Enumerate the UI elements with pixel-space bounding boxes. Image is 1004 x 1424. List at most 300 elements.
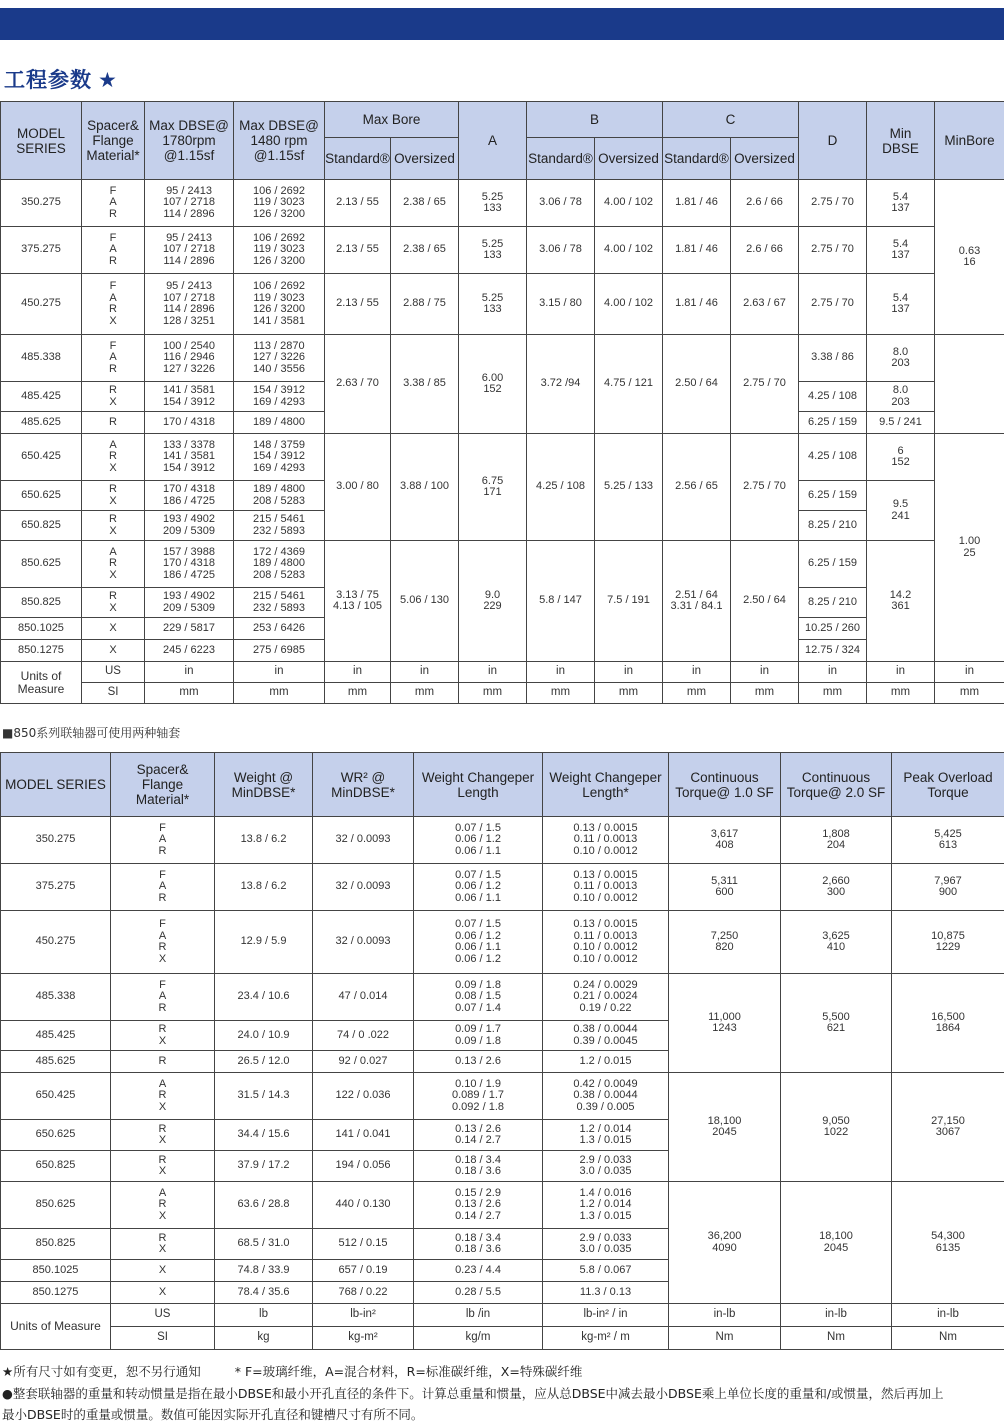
units-cell: Nm [781,1327,892,1350]
max-1480-cell: 189 / 4800 [234,412,325,434]
max-1780-cell: 100 / 2540 116 / 2946 127 / 3226 [145,335,234,382]
max-1480-cell: 106 / 2692 119 / 3023 126 / 3200 141 / 3581 [234,274,325,335]
wr2-cell: 32 / 0.0093 [313,817,414,864]
model-cell: 650.425 [1,434,82,481]
wcl2-cell: 0.13 / 0.0015 0.11 / 0.0013 0.10 / 0.0012 [543,864,669,911]
header-c-oversized: Oversized [731,138,799,180]
ct1-cell: 36,200 4090 [669,1182,781,1304]
material-cell: R [111,1051,215,1073]
units-cell: in [663,662,731,683]
b-oversized-cell: 5.25 / 133 [595,434,663,541]
material-cell: R X [82,511,145,541]
header-continuous-torque-2: Continuous Torque@ 2.0 SF [781,753,892,817]
units-row-si [1,1327,1004,1350]
units-us-label: US [111,1304,215,1327]
weight-cell: 23.4 / 10.6 [215,974,313,1021]
ct2-cell: 18,100 2045 [781,1182,892,1304]
table-row [1,541,1004,588]
min-dbse-cell: 5.4 137 [867,180,935,227]
ct2-cell: 5,500 621 [781,974,892,1073]
a-cell: 5.25 133 [459,274,527,335]
header-weight-change-length-2: Weight Changeper Length* [543,753,669,817]
min-bore-cell: 1.00 25 [935,434,1004,662]
wcl2-cell: 1.4 / 0.016 1.2 / 0.014 1.3 / 0.015 [543,1182,669,1229]
table-row [1,974,1004,1021]
c-standard-cell: 1.81 / 46 [663,227,731,274]
max-1780-cell: 193 / 4902 209 / 5309 [145,511,234,541]
material-cell: X [111,1282,215,1304]
units-cell: mm [234,683,325,704]
min-dbse-cell: 5.4 137 [867,274,935,335]
b-oversized-cell: 4.00 / 102 [595,180,663,227]
wr2-cell: 194 / 0.056 [313,1151,414,1182]
units-cell: in [595,662,663,683]
header-weight: Weight @ MinDBSE* [215,753,313,817]
d-cell: 6.25 / 159 [799,412,867,434]
peak-cell: 10,875 1229 [892,911,1004,974]
wcl2-cell: 1.2 / 0.015 [543,1051,669,1073]
wr2-cell: 74 / 0 .022 [313,1021,414,1051]
d-cell: 8.25 / 210 [799,511,867,541]
maxbore-standard-cell: 2.13 / 55 [325,180,391,227]
ct1-cell: 11,000 1243 [669,974,781,1073]
wcl-cell: 0.23 / 4.4 [414,1260,543,1282]
header-max-dbse-1780: Max DBSE@ 1780rpm @1.15sf [145,102,234,180]
maxbore-oversized-cell: 2.38 / 65 [391,227,459,274]
header-c-standard: Standard® [663,138,731,180]
material-cell: R X [82,382,145,412]
material-cell: X [82,640,145,662]
max-1780-cell: 95 / 2413 107 / 2718 114 / 2896 [145,180,234,227]
material-cell: F A R [82,180,145,227]
material-cell: F A R X [111,911,215,974]
wr2-cell: 657 / 0.19 [313,1260,414,1282]
min-dbse-cell: 14.2 361 [867,541,935,662]
footnote-change-notice: ★所有尺寸如有变更，恕不另行通知 [2,1364,201,1379]
model-cell: 485.425 [1,382,82,412]
model-cell: 485.625 [1,1051,111,1073]
maxbore-standard-cell: 3.13 / 75 4.13 / 105 [325,541,391,662]
a-cell: 6.75 171 [459,434,527,541]
weight-cell: 12.9 / 5.9 [215,911,313,974]
peak-cell: 16,500 1864 [892,974,1004,1073]
maxbore-oversized-cell: 3.38 / 85 [391,335,459,434]
wcl-cell: 0.28 / 5.5 [414,1282,543,1304]
header-wr2: WR² @ MinDBSE* [313,753,414,817]
material-cell: R X [111,1151,215,1182]
maxbore-standard-cell: 2.63 / 70 [325,335,391,434]
model-cell: 650.425 [1,1073,111,1120]
wcl2-cell: 0.42 / 0.0049 0.38 / 0.0044 0.39 / 0.005 [543,1073,669,1120]
c-standard-cell: 1.81 / 46 [663,180,731,227]
header-weight-change-length: Weight Changeper Length [414,753,543,817]
units-cell: in-lb [781,1304,892,1327]
maxbore-oversized-cell: 3.88 / 100 [391,434,459,541]
units-cell: mm [663,683,731,704]
engineering-params-table-1 [0,101,1004,704]
maxbore-standard-cell: 3.00 / 80 [325,434,391,541]
d-cell: 2.75 / 70 [799,274,867,335]
weight-cell: 26.5 / 12.0 [215,1051,313,1073]
units-cell: mm [459,683,527,704]
wcl2-cell: 0.13 / 0.0015 0.11 / 0.0013 0.10 / 0.0012 [543,817,669,864]
units-si-label: SI [82,683,145,704]
wr2-cell: 32 / 0.0093 [313,911,414,974]
max-1780-cell: 133 / 3378 141 / 3581 154 / 3912 [145,434,234,481]
max-1480-cell: 106 / 2692 119 / 3023 126 / 3200 [234,180,325,227]
model-cell: 850.625 [1,541,82,588]
c-oversized-cell: 2.63 / 67 [731,274,799,335]
maxbore-oversized-cell: 2.38 / 65 [391,180,459,227]
wr2-cell: 92 / 0.027 [313,1051,414,1073]
max-1780-cell: 157 / 3988 170 / 4318 186 / 4725 [145,541,234,588]
a-cell: 5.25 133 [459,227,527,274]
model-cell: 850.1275 [1,640,82,662]
weight-cell: 74.8 / 33.9 [215,1260,313,1282]
peak-cell: 54,300 6135 [892,1182,1004,1304]
wcl-cell: 0.07 / 1.5 0.06 / 1.2 0.06 / 1.1 0.06 / 1.2 [414,911,543,974]
model-cell: 350.275 [1,817,111,864]
maxbore-standard-cell: 2.13 / 55 [325,274,391,335]
material-cell: F A R X [82,274,145,335]
weight-cell: 78.4 / 35.6 [215,1282,313,1304]
footnote-line-3: 最小DBSE时的重量或惯量。数值可能因实际开孔直径和键槽尺寸有所不同。 [2,1407,424,1422]
model-cell: 850.1025 [1,618,82,640]
table-row [1,434,1004,481]
ct1-cell: 3,617 408 [669,817,781,864]
wcl2-cell: 0.13 / 0.0015 0.11 / 0.0013 0.10 / 0.0012 0.10 / 0.0012 [543,911,669,974]
units-cell: in [459,662,527,683]
header-b-oversized: Oversized [595,138,663,180]
header-max-bore-standard: Standard® [325,138,391,180]
model-cell: 450.275 [1,274,82,335]
wcl-cell: 0.07 / 1.5 0.06 / 1.2 0.06 / 1.1 [414,817,543,864]
max-1780-cell: 170 / 4318 186 / 4725 [145,481,234,511]
min-bore-empty-cell [935,335,1004,434]
c-standard-cell: 2.51 / 64 3.31 / 84.1 [663,541,731,662]
max-1780-cell: 245 / 6223 [145,640,234,662]
table-row [1,1073,1004,1120]
weight-cell: 13.8 / 6.2 [215,817,313,864]
wr2-cell: 440 / 0.130 [313,1182,414,1229]
weight-cell: 13.8 / 6.2 [215,864,313,911]
d-cell: 12.75 / 324 [799,640,867,662]
wr2-cell: 512 / 0.15 [313,1229,414,1260]
units-cell: in-lb [669,1304,781,1327]
c-standard-cell: 2.56 / 65 [663,434,731,541]
page-title-text: 工程参数 [4,68,92,92]
ct2-cell: 2,660 300 [781,864,892,911]
units-si-label: SI [111,1327,215,1350]
units-cell: mm [867,683,935,704]
max-1780-cell: 170 / 4318 [145,412,234,434]
wr2-cell: 141 / 0.041 [313,1120,414,1151]
model-cell: 850.1275 [1,1282,111,1304]
wcl2-cell: 0.24 / 0.0029 0.21 / 0.0024 0.19 / 0.22 [543,974,669,1021]
wcl-cell: 0.09 / 1.7 0.09 / 1.8 [414,1021,543,1051]
b-standard-cell: 3.06 / 78 [527,180,595,227]
units-cell: lb-in² [313,1304,414,1327]
b-oversized-cell: 4.00 / 102 [595,274,663,335]
material-cell: X [111,1260,215,1282]
model-cell: 850.825 [1,588,82,618]
weight-cell: 31.5 / 14.3 [215,1073,313,1120]
header-spacer-flange: Spacer& Flange Material* [82,102,145,180]
material-cell: F A R [111,817,215,864]
max-1780-cell: 95 / 2413 107 / 2718 114 / 2896 128 / 3251 [145,274,234,335]
weight-cell: 34.4 / 15.6 [215,1120,313,1151]
material-cell: F A R [111,974,215,1021]
model-cell: 650.825 [1,511,82,541]
footnote-line-2: ●整套联轴器的重量和转动惯量是指在最小DBSE和最小开孔直径的条件下。计算总重量和惯量，应从总DBSE中减去最小DBSE乘上单位长度的重量和/或惯量，然后再加上 [2,1386,944,1401]
material-cell: A R X [82,541,145,588]
d-cell: 4.25 / 108 [799,434,867,481]
header-c: C [663,102,799,138]
min-dbse-cell: 8.0 203 [867,335,935,382]
material-cell: R X [82,588,145,618]
max-1480-cell: 189 / 4800 208 / 5283 [234,481,325,511]
ct2-cell: 3,625 410 [781,911,892,974]
header-min-bore: MinBore [935,102,1004,180]
d-cell: 10.25 / 260 [799,618,867,640]
header-continuous-torque-1: Continuous Torque@ 1.0 SF [669,753,781,817]
units-label: Units of Measure [1,662,82,704]
model-cell: 375.275 [1,227,82,274]
c-oversized-cell: 2.75 / 70 [731,335,799,434]
ct1-cell: 7,250 820 [669,911,781,974]
table-row [1,911,1004,974]
maxbore-oversized-cell: 2.88 / 75 [391,274,459,335]
header-b: B [527,102,663,138]
header-min-dbse: Min DBSE [867,102,935,180]
d-cell: 8.25 / 210 [799,588,867,618]
model-cell: 650.625 [1,481,82,511]
max-1480-cell: 253 / 6426 [234,618,325,640]
max-1780-cell: 141 / 3581 154 / 3912 [145,382,234,412]
table-row [1,1182,1004,1229]
a-cell: 6.00 152 [459,335,527,434]
units-cell: mm [595,683,663,704]
b-standard-cell: 3.15 / 80 [527,274,595,335]
min-dbse-cell: 8.0 203 [867,382,935,412]
wcl-cell: 0.09 / 1.8 0.08 / 1.5 0.07 / 1.4 [414,974,543,1021]
wcl-cell: 0.15 / 2.9 0.13 / 2.6 0.14 / 2.7 [414,1182,543,1229]
c-standard-cell: 1.81 / 46 [663,274,731,335]
ct1-cell: 5,311 600 [669,864,781,911]
units-cell: in [867,662,935,683]
max-1780-cell: 229 / 5817 [145,618,234,640]
ct1-cell: 18,100 2045 [669,1073,781,1182]
d-cell: 6.25 / 159 [799,481,867,511]
b-standard-cell: 3.06 / 78 [527,227,595,274]
units-cell: in [325,662,391,683]
wcl-cell: 0.10 / 1.9 0.089 / 1.7 0.092 / 1.8 [414,1073,543,1120]
units-cell: in-lb [892,1304,1004,1327]
material-cell: A R X [111,1182,215,1229]
units-row-si [1,683,1004,704]
d-cell: 6.25 / 159 [799,541,867,588]
c-oversized-cell: 2.6 / 66 [731,227,799,274]
material-cell: F A R [82,335,145,382]
min-dbse-cell: 6 152 [867,434,935,481]
top-banner [0,8,1004,40]
b-standard-cell: 4.25 / 108 [527,434,595,541]
engineering-params-table-2 [0,752,1004,1350]
material-cell: F A R [111,864,215,911]
wcl2-cell: 1.2 / 0.014 1.3 / 0.015 [543,1120,669,1151]
max-1780-cell: 95 / 2413 107 / 2718 114 / 2896 [145,227,234,274]
a-cell: 9.0 229 [459,541,527,662]
material-cell: F A R [82,227,145,274]
max-1480-cell: 106 / 2692 119 / 3023 126 / 3200 [234,227,325,274]
c-oversized-cell: 2.50 / 64 [731,541,799,662]
weight-cell: 24.0 / 10.9 [215,1021,313,1051]
material-cell: R X [111,1021,215,1051]
c-oversized-cell: 2.75 / 70 [731,434,799,541]
model-cell: 375.275 [1,864,111,911]
max-1780-cell: 193 / 4902 209 / 5309 [145,588,234,618]
units-cell: mm [731,683,799,704]
wcl2-cell: 2.9 / 0.033 3.0 / 0.035 [543,1151,669,1182]
table-row [1,227,1004,274]
peak-cell: 5,425 613 [892,817,1004,864]
wcl2-cell: 0.38 / 0.0044 0.39 / 0.0045 [543,1021,669,1051]
units-cell: kg [215,1327,313,1350]
material-cell: A R X [111,1073,215,1120]
footnote-line-1 [2,1362,582,1380]
units-cell: mm [935,683,1004,704]
table-row [1,335,1004,382]
units-cell: kg-m² / m [543,1327,669,1350]
header-a: A [459,102,527,180]
model-cell: 650.825 [1,1151,111,1182]
header-max-bore-oversized: Oversized [391,138,459,180]
units-cell: in [391,662,459,683]
ct2-cell: 9,050 1022 [781,1073,892,1182]
header-max-dbse-1480: Max DBSE@ 1480 rpm @1.15sf [234,102,325,180]
model-cell: 450.275 [1,911,111,974]
table-row [1,817,1004,864]
model-cell: 485.338 [1,974,111,1021]
b-oversized-cell: 7.5 / 191 [595,541,663,662]
min-dbse-cell: 9.5 241 [867,481,935,541]
units-cell: lb /in [414,1304,543,1327]
min-bore-cell: 0.63 16 [935,180,1004,335]
min-dbse-cell: 9.5 / 241 [867,412,935,434]
material-cell: R [82,412,145,434]
header-max-bore: Max Bore [325,102,459,138]
header-model-series: MODEL SERIES [1,753,111,817]
max-1480-cell: 154 / 3912 169 / 4293 [234,382,325,412]
units-cell: mm [325,683,391,704]
header-spacer-flange: Spacer& Flange Material* [111,753,215,817]
units-cell: in [145,662,234,683]
wr2-cell: 47 / 0.014 [313,974,414,1021]
star-icon: ★ [98,68,118,92]
wcl-cell: 0.07 / 1.5 0.06 / 1.2 0.06 / 1.1 [414,864,543,911]
d-cell: 2.75 / 70 [799,227,867,274]
max-1480-cell: 172 / 4369 189 / 4800 208 / 5283 [234,541,325,588]
wcl-cell: 0.13 / 2.6 0.14 / 2.7 [414,1120,543,1151]
units-us-label: US [82,662,145,683]
model-cell: 850.825 [1,1229,111,1260]
wcl-cell: 0.18 / 3.4 0.18 / 3.6 [414,1151,543,1182]
units-cell: mm [145,683,234,704]
material-cell: R X [111,1120,215,1151]
maxbore-standard-cell: 2.13 / 55 [325,227,391,274]
bushing-note: ■850系列联轴器可使用两种轴套 [2,726,181,740]
weight-cell: 68.5 / 31.0 [215,1229,313,1260]
min-dbse-cell: 5.4 137 [867,227,935,274]
d-cell: 2.75 / 70 [799,180,867,227]
material-cell: R X [111,1229,215,1260]
wcl-cell: 0.13 / 2.6 [414,1051,543,1073]
peak-cell: 27,150 3067 [892,1073,1004,1182]
b-standard-cell: 3.72 /94 [527,335,595,434]
header-peak-overload: Peak Overload Torque [892,753,1004,817]
material-cell: R X [82,481,145,511]
ct2-cell: 1,808 204 [781,817,892,864]
units-cell: Nm [669,1327,781,1350]
max-1480-cell: 275 / 6985 [234,640,325,662]
max-1480-cell: 215 / 5461 232 / 5893 [234,588,325,618]
header-d: D [799,102,867,180]
header-b-standard: Standard® [527,138,595,180]
c-standard-cell: 2.50 / 64 [663,335,731,434]
maxbore-oversized-cell: 5.06 / 130 [391,541,459,662]
wcl-cell: 0.18 / 3.4 0.18 / 3.6 [414,1229,543,1260]
table-row [1,864,1004,911]
units-cell: mm [799,683,867,704]
units-cell: mm [527,683,595,704]
b-oversized-cell: 4.00 / 102 [595,227,663,274]
wr2-cell: 768 / 0.22 [313,1282,414,1304]
max-1480-cell: 113 / 2870 127 / 3226 140 / 3556 [234,335,325,382]
peak-cell: 7,967 900 [892,864,1004,911]
d-cell: 3.38 / 86 [799,335,867,382]
model-cell: 850.625 [1,1182,111,1229]
weight-cell: 37.9 / 17.2 [215,1151,313,1182]
material-cell: A R X [82,434,145,481]
weight-cell: 63.6 / 28.8 [215,1182,313,1229]
units-label: Units of Measure [1,1304,111,1350]
wr2-cell: 122 / 0.036 [313,1073,414,1120]
max-1480-cell: 215 / 5461 232 / 5893 [234,511,325,541]
units-row-us [1,1304,1004,1327]
units-row-us [1,662,1004,683]
wcl2-cell: 11.3 / 0.13 [543,1282,669,1304]
page-title [4,64,118,94]
units-cell: Nm [892,1327,1004,1350]
units-cell: in [799,662,867,683]
table-row [1,180,1004,227]
c-oversized-cell: 2.6 / 66 [731,180,799,227]
units-cell: kg/m [414,1327,543,1350]
units-cell: in [527,662,595,683]
model-cell: 485.425 [1,1021,111,1051]
model-cell: 650.625 [1,1120,111,1151]
table-row [1,274,1004,335]
material-cell: X [82,618,145,640]
units-cell: in [935,662,1004,683]
max-1480-cell: 148 / 3759 154 / 3912 169 / 4293 [234,434,325,481]
units-cell: in [731,662,799,683]
wr2-cell: 32 / 0.0093 [313,864,414,911]
d-cell: 4.25 / 108 [799,382,867,412]
model-cell: 350.275 [1,180,82,227]
model-cell: 850.1025 [1,1260,111,1282]
wcl2-cell: 2.9 / 0.033 3.0 / 0.035 [543,1229,669,1260]
